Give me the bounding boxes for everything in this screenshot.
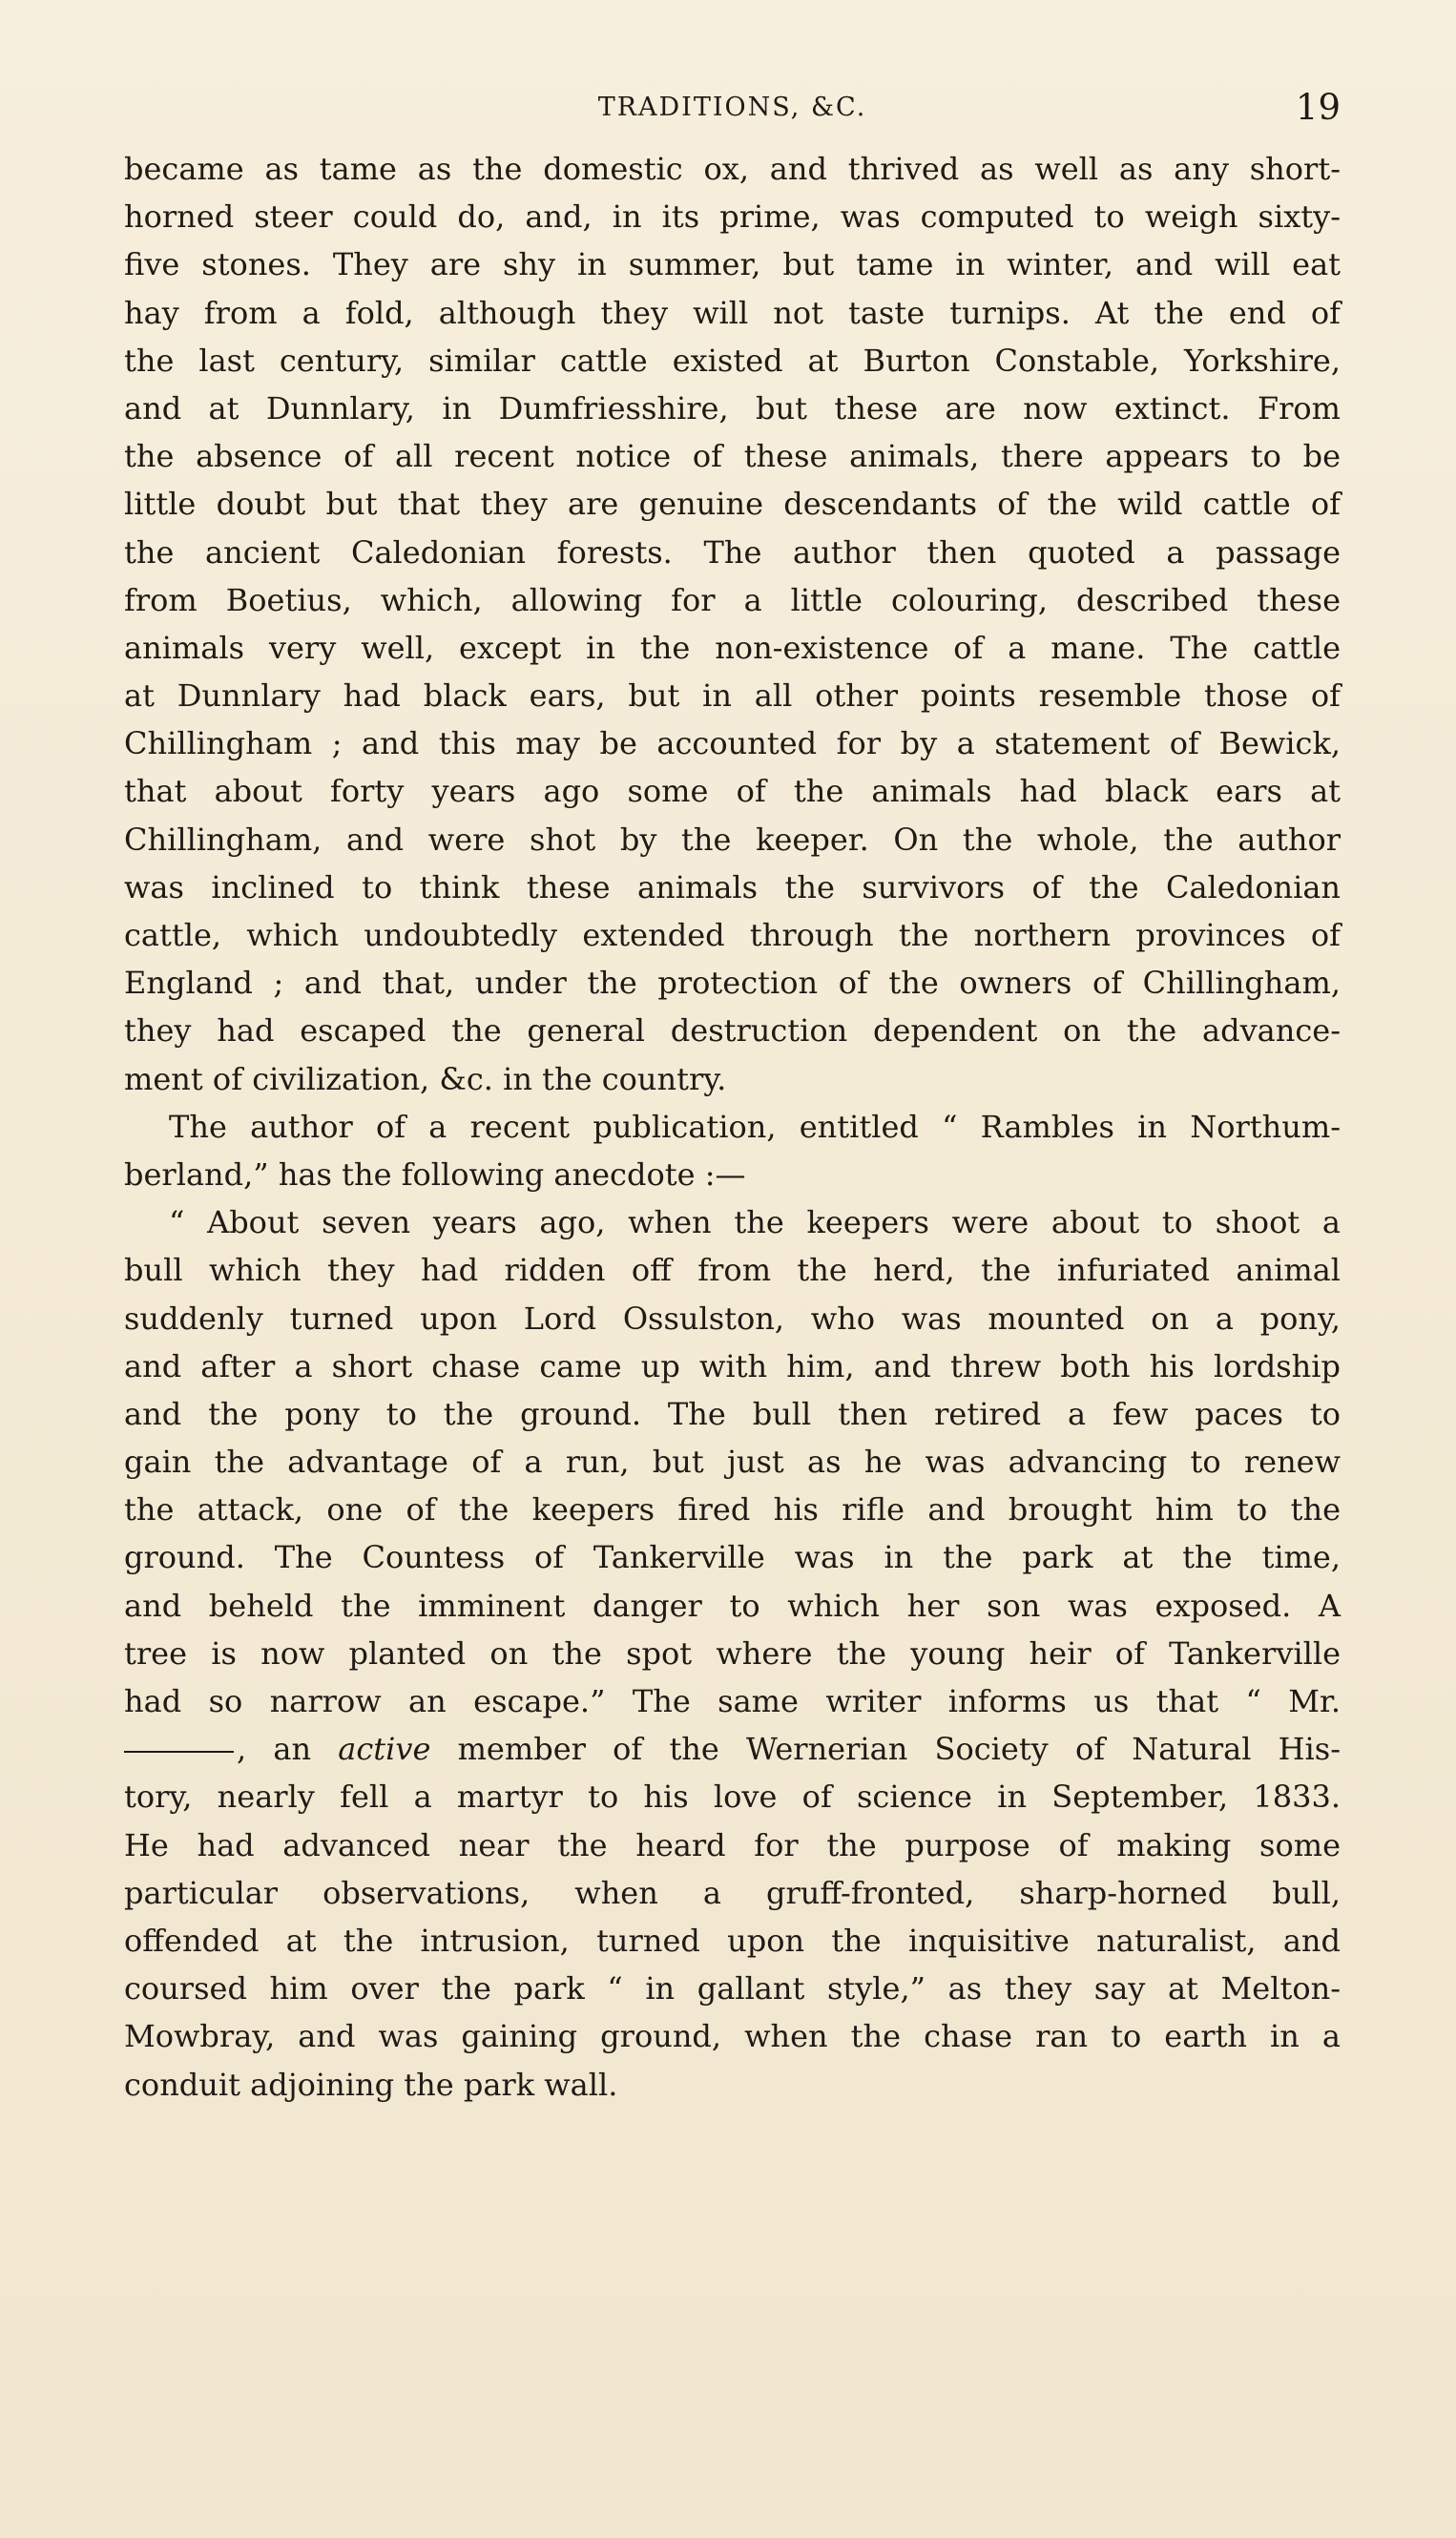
text-line: The author of a recent publication, entitled “ Rambles in Northum- [169,1108,1341,1145]
text-line: Chillingham ; and this may be accounted for by a statement of Bewick, [124,725,1341,762]
text-line: conduit adjoining the park wall. [124,2066,618,2103]
text-line: and the pony to the ground. The bull then retired a few paces to [124,1395,1341,1432]
text-line: hay from a fold, although they will not taste turnips. At the end of [124,294,1341,331]
page-header [124,74,1341,141]
text-line: and beheld the imminent danger to which her son was exposed. A [124,1587,1341,1624]
text-line: tory, nearly fell a martyr to his love of science in September, 1833. [124,1779,1341,1816]
text-line: and after a short chase came up with him, and threw both his lordship [124,1347,1341,1384]
running-head: TRADITIONS, &C. [597,93,867,122]
body-text [124,145,1341,2109]
text-line: became as tame as the domestic ox, and thrived as well as any short- [124,151,1341,187]
page-number: 19 [1295,87,1341,128]
text-line: animals very well, except in the non-existence of a mane. The cattle [124,629,1341,666]
text-line: gain the advantage of a run, but just as he was advancing to renew [124,1444,1341,1481]
text-line: the last century, similar cattle existed at Burton Constable, Yorkshire, [124,342,1341,379]
italic-word: active [338,1731,431,1768]
text-line: Mowbray, and was gaining ground, when the chase ran to earth in a [124,2018,1341,2055]
text-line: five stones. They are shy in summer, but tame in winter, and will eat [124,246,1341,283]
text-line: horned steer could do, and, in its prime, was computed to weigh sixty- [124,198,1341,236]
text-line: that about forty years ago some of the animals had black ears at [124,773,1341,810]
text-line: suddenly turned upon Lord Ossulston, who was mounted on a pony, [124,1300,1341,1337]
text-line: they had escaped the general destruction dependent on the advance- [124,1012,1341,1050]
text-line: little doubt but that they are genuine descendants of the wild cattle of [124,486,1341,523]
text-line: cattle, which undoubtedly extended through the northern provinces of [124,917,1341,953]
text-line: had so narrow an escape.” The same writer informs us that “ Mr. [124,1683,1341,1719]
text-line: the absence of all recent notice of these animals, there appears to be [124,438,1341,475]
text-line: at Dunnlary had black ears, but in all other points resemble those of [124,677,1341,715]
text-line: from Boetius, which, allowing for a little colouring, described these [124,581,1341,618]
text-line-with-rule [124,1725,1341,1773]
text-line: England ; and that, under the protection of the owners of Chillingham, [124,965,1341,1002]
text-line: Chillingham, and were shot by the keeper. On the whole, the author [124,821,1341,858]
text-line: “ About seven years ago, when the keepers were about to shoot a [169,1204,1341,1241]
text-line: the ancient Caledonian forests. The author then quoted a passage [124,533,1341,571]
text-line: He had advanced near the heard for the purpose of making some [124,1826,1341,1863]
text-line: bull which they had ridden off from the herd, the infuriated animal [124,1252,1341,1289]
text-line: ground. The Countess of Tankerville was in the park at the time, [124,1539,1341,1576]
text-line: was inclined to think these animals the survivors of the Caledonian [124,868,1341,905]
text-line: particular observations, when a gruff-fronted, sharp-horned bull, [124,1874,1341,1911]
text-line: and at Dunnlary, in Dumfriesshire, but these are now extinct. From [124,389,1341,426]
text-line: berland,” has the following anecdote :— [124,1155,746,1193]
rule-line-after-italic: member of the Wernerian Society of Natural His- [430,1731,1341,1768]
rule-line-before-italic: , an [237,1731,339,1768]
text-line: offended at the intrusion, turned upon the inquisitive naturalist, and [124,1922,1341,1959]
text-line: ment of civilization, &c. in the country. [124,1060,727,1097]
text-line: tree is now planted on the spot where the young heir of Tankerville [124,1634,1341,1672]
text-line: coursed him over the park “ in gallant style,” as they say at Melton- [124,1970,1341,2008]
name-omission-rule [124,1751,234,1753]
text-line: the attack, one of the keepers fired his rifle and brought him to the [124,1491,1341,1529]
